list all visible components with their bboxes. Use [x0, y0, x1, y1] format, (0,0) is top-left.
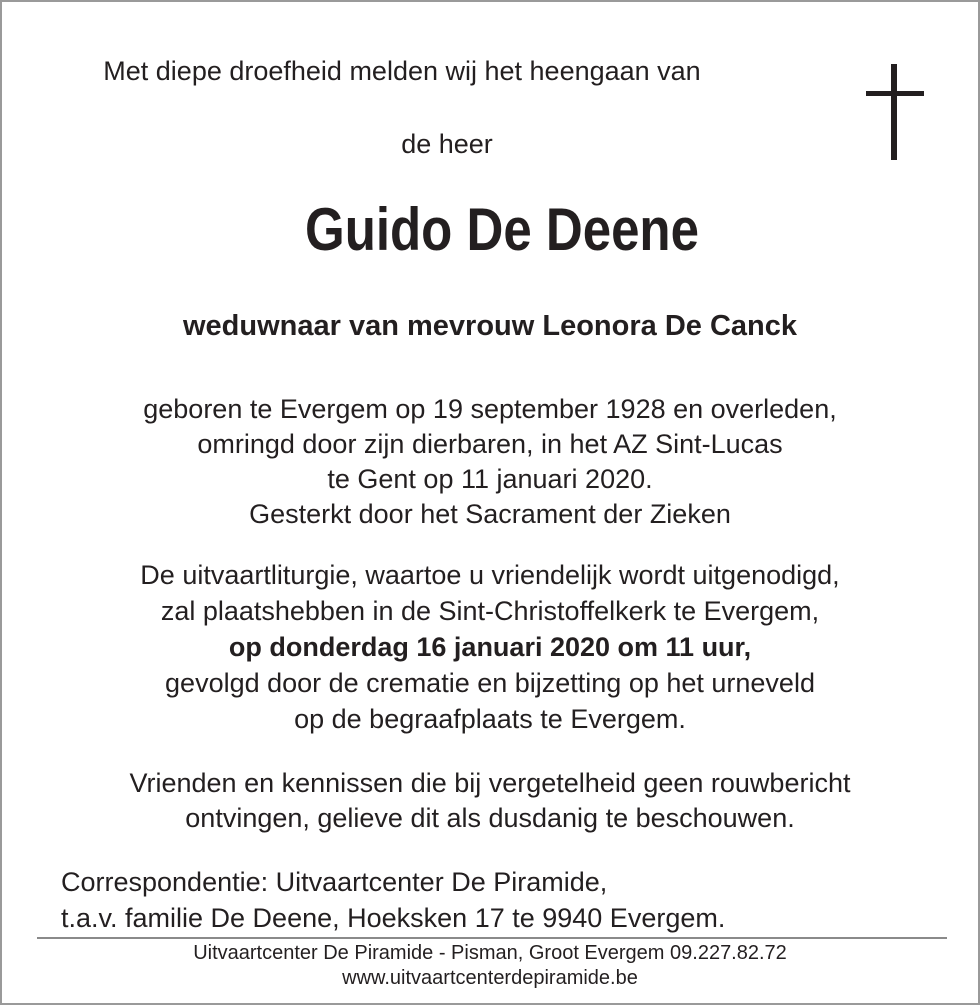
intro-text: Met diepe droefheid melden wij het heengaan van [103, 56, 701, 86]
funeral-line: gevolgd door de crematie en bijzetting op het urneveld [165, 668, 815, 698]
friends-line: ontvingen, gelieve dit als dusdanig te beschouwen. [185, 803, 795, 833]
funeral-line: zal plaatshebben in de Sint-Christoffelkerk te Evergem, [160, 596, 820, 626]
funeral-paragraph [2, 557, 978, 737]
title-text: de heer [401, 129, 493, 159]
friends-line: Vrienden en kennissen die bij vergetelheid geen rouwbericht [129, 768, 851, 798]
cross-horizontal [866, 91, 924, 96]
deceased-name: Guido De Deene [305, 196, 699, 263]
footer-contact: Uitvaartcenter De Piramide - Pisman, Groot Evergem 09.227.82.72 [193, 942, 787, 964]
friends-paragraph [2, 766, 978, 836]
funeral-line: De uitvaartliturgie, waartoe u vriendelijk wordt uitgenodigd, [140, 560, 840, 590]
correspondence-block [61, 864, 725, 936]
footer-website: www.uitvaartcenterdepiramide.be [342, 967, 638, 989]
divider [37, 937, 947, 939]
correspondence-line: t.a.v. familie De Deene, Hoeksken 17 te 9940 Evergem. [61, 903, 726, 933]
funeral-date: op donderdag 16 januari 2020 om 11 uur, [228, 632, 752, 662]
birth-death-line: omringd door zijn dierbaren, in het AZ Sint-Lucas [197, 429, 783, 459]
spouse-subtitle: weduwnaar van mevrouw Leonora De Canck [182, 310, 797, 342]
footer [2, 941, 978, 991]
correspondence-line: Correspondentie: Uitvaartcenter De Piramide, [61, 867, 608, 897]
birth-death-paragraph [2, 392, 978, 532]
birth-death-line: te Gent op 11 januari 2020. [327, 464, 653, 494]
birth-death-line: Gesterkt door het Sacrament der Zieken [249, 499, 731, 529]
funeral-line: op de begraafplaats te Evergem. [294, 704, 686, 734]
birth-death-line: geboren te Evergem op 19 september 1928 en overleden, [143, 394, 837, 424]
